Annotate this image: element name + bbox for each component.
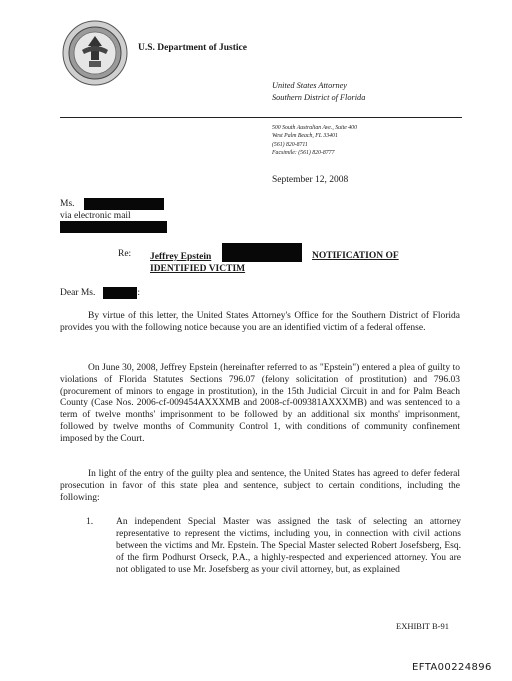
body-paragraph: In light of the entry of the guilty plea and sentence, the United States has agreed to defer federal prosecution in favor of this state plea and sentence, subject to certain conditions, including the following: [60, 469, 460, 503]
document-id: EFTA00224896 [412, 662, 492, 673]
greeting-suffix: : [137, 288, 140, 298]
re-label: Re: [118, 249, 132, 259]
office-line-1: United States Attorney [272, 81, 347, 90]
recipient-salutation: Ms. [60, 199, 75, 209]
letter-date: September 12, 2008 [272, 175, 349, 185]
office-block [272, 80, 365, 104]
redaction-box [84, 198, 164, 210]
body-paragraph: By virtue of this letter, the United States Attorney's Office for the Southern District of Florida provides you with the following notice because you are an identified victim of a federal offense. [60, 311, 460, 333]
redaction-box [60, 221, 167, 233]
re-subject-line2: IDENTIFIED VICTIM [150, 264, 246, 274]
office-line-2: Southern District of Florida [272, 93, 366, 102]
exhibit-label: EXHIBIT B-91 [396, 621, 449, 631]
re-subject-tail: NOTIFICATION OF [312, 251, 399, 261]
greeting-prefix: Dear Ms. [60, 288, 96, 298]
address-line: Facsimile: (561) 820-8777 [272, 149, 335, 156]
address-line: (561) 820-8711 [272, 141, 308, 148]
doj-seal-icon [62, 20, 128, 86]
recipient-delivery: via electronic mail [60, 211, 131, 221]
re-subject-name: Jeffrey Epstein [150, 252, 212, 262]
body-paragraph: On June 30, 2008, Jeffrey Epstein (hereinafter referred to as "Epstein") entered a plea of guilty to violations of Florida Statutes Sections 796.07 (felony solicitation of prostitution) and 796.03 (procurement of minors to engage in prostitution), in the 15th Judicial Circuit in and for Palm Beach County (Case Nos. 2006-cf-009454AXXXMB and 2008-cf-009381AXXXMB) and was sentenced to a term of twelve months' imprisonment to be followed by an additional six months' imprisonment, followed by twelve months of Community Control 1, with conditions of community confinement imposed by the Court. [60, 363, 460, 444]
redaction-box [222, 243, 302, 262]
address-block [272, 124, 357, 157]
address-line: 500 South Australian Ave., Suite 400 [272, 125, 357, 131]
list-item-number: 1. [86, 517, 94, 527]
list-item-text: An independent Special Master was assigned the task of selecting an attorney representative to represent the victims, including you, in connection with civil actions between the victims and Mr. Epstein. The Special Master selected Robert Josefsberg, Esq. of the firm Podhurst Orseck, P.A., a highly-respected and experienced attorney. You are not obligated to use Mr. Josefsberg as your civil attorney, but, as explained [116, 517, 461, 575]
redaction-box [103, 287, 137, 299]
letterhead-divider [60, 117, 462, 118]
address-line: West Palm Beach, FL 33401 [272, 133, 338, 140]
department-name: U.S. Department of Justice [138, 43, 247, 53]
